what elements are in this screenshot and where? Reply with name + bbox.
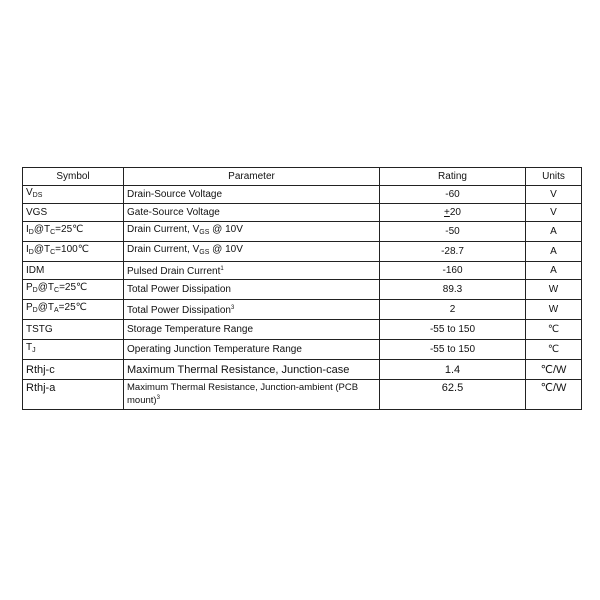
header-parameter: Parameter (124, 168, 380, 186)
symbol-cell: TSTG (23, 320, 124, 340)
ratings-table (22, 167, 582, 410)
symbol-cell: $P_D@T_A=25℃$ (23, 300, 124, 320)
plus-minus-prefix: + (444, 206, 450, 218)
parameter-cell: Maximum Thermal Resistance, Junction-case (124, 360, 380, 380)
unit-cell: A (526, 242, 582, 262)
unit-cell: A (526, 222, 582, 242)
symbol-cell: Rthj-a (23, 380, 124, 410)
symbol-cell: $V_{DS}$ (23, 186, 124, 204)
unit-cell: W (526, 280, 582, 300)
table-row (23, 204, 582, 222)
symbol-cell: $T_J$ (23, 340, 124, 360)
unit-cell: V (526, 186, 582, 204)
rating-cell: -60 (380, 186, 526, 204)
rating-cell: 1.4 (380, 360, 526, 380)
parameter-cell: Drain-Source Voltage (124, 186, 380, 204)
table-row (23, 222, 582, 242)
unit-cell: V (526, 204, 582, 222)
rating-cell: -55 to 150 (380, 320, 526, 340)
parameter-cell: Total Power Dissipation$^3$ (124, 300, 380, 320)
symbol-cell: $P_D@T_C=25℃$ (23, 280, 124, 300)
parameter-cell: Drain Current, $V_{GS}$ @ 10V (124, 222, 380, 242)
parameter-cell: Total Power Dissipation (124, 280, 380, 300)
table-row (23, 320, 582, 340)
symbol-cell: $I_D@T_C=100℃$ (23, 242, 124, 262)
parameter-cell: Pulsed Drain Current$^1$ (124, 262, 380, 280)
table-row (23, 186, 582, 204)
unit-cell: A (526, 262, 582, 280)
rating-cell: -160 (380, 262, 526, 280)
table-row (23, 262, 582, 280)
table-row (23, 360, 582, 380)
unit-cell: ℃ (526, 340, 582, 360)
symbol-cell: $I_D@T_C=25℃$ (23, 222, 124, 242)
unit-cell: ℃ (526, 320, 582, 340)
parameter-cell: Storage Temperature Range (124, 320, 380, 340)
rating-cell: 89.3 (380, 280, 526, 300)
parameter-cell: Operating Junction Temperature Range (124, 340, 380, 360)
unit-cell: ℃/W (526, 360, 582, 380)
table-row (23, 300, 582, 320)
header-rating: Rating (380, 168, 526, 186)
rating-cell: 62.5 (380, 380, 526, 410)
rating-cell: -55 to 150 (380, 340, 526, 360)
rating-cell: +20 (380, 204, 526, 222)
header-row (23, 168, 582, 186)
rating-cell: 2 (380, 300, 526, 320)
parameter-cell: Gate-Source Voltage (124, 204, 380, 222)
rating-cell: -28.7 (380, 242, 526, 262)
table-row (23, 280, 582, 300)
symbol-cell: IDM (23, 262, 124, 280)
parameter-cell: Drain Current, $V_{GS}$ @ 10V (124, 242, 380, 262)
symbol-cell: VGS (23, 204, 124, 222)
rating-cell: -50 (380, 222, 526, 242)
table-row (23, 380, 582, 410)
header-units: Units (526, 168, 582, 186)
parameter-cell: Maximum Thermal Resistance, Junction-ambient (PCB mount)$^3$ (124, 380, 380, 410)
unit-cell: W (526, 300, 582, 320)
header-symbol: Symbol (23, 168, 124, 186)
table-row (23, 242, 582, 262)
unit-cell: ℃/W (526, 380, 582, 410)
symbol-cell: Rthj-c (23, 360, 124, 380)
table-row (23, 340, 582, 360)
